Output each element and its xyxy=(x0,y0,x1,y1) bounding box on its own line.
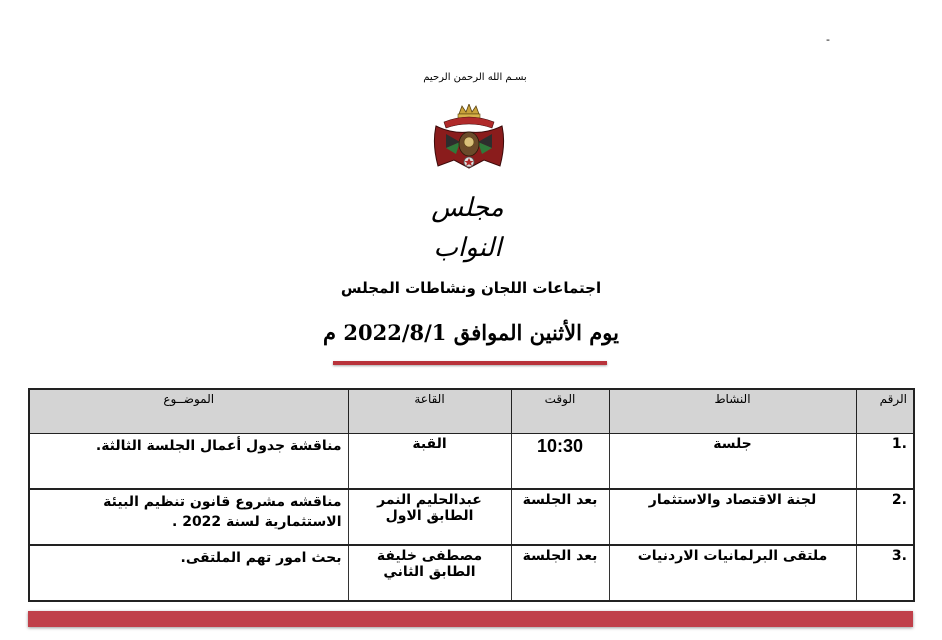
table-row xyxy=(29,545,914,601)
row-topic: مناقشة جدول أعمال الجلسة الثالثة. xyxy=(29,434,348,490)
row-number: .1 xyxy=(856,434,914,490)
header-number: الرقم xyxy=(856,389,914,434)
row-hall xyxy=(348,545,511,601)
header-topic: الموضــوع xyxy=(29,389,348,434)
row-topic: مناقشه مشروع قانون تنظيم البيئة الاستثمارية لسنة 2022 . xyxy=(29,489,348,545)
date-underline-rule xyxy=(333,361,607,365)
row-hall-floor: الطابق الاول xyxy=(385,508,474,524)
row-activity: ملتقى البرلمانيات الاردنيات xyxy=(609,545,856,601)
row-activity: لجنة الاقتصاد والاستثمار xyxy=(609,489,856,545)
parliament-logotype: مجلس النواب xyxy=(431,193,504,263)
row-number: .2 xyxy=(856,489,914,545)
table-row xyxy=(29,434,914,490)
date-line: يوم الأثنين الموافق 2022/8/1 م xyxy=(323,320,619,345)
table-header-row xyxy=(29,389,914,434)
footer-rule xyxy=(28,611,913,627)
header-hall: القاعة xyxy=(348,389,511,434)
row-hall xyxy=(348,434,511,490)
row-hall-name: عبدالحليم النمر xyxy=(377,492,482,508)
row-number: .3 xyxy=(856,545,914,601)
header-activity: النشاط xyxy=(609,389,856,434)
row-hall-floor: الطابق الثاني xyxy=(383,564,476,580)
row-topic: بحث امور تهم الملتقى. xyxy=(29,545,348,601)
row-hall xyxy=(348,489,511,545)
row-activity: جلسة xyxy=(609,434,856,490)
table-row xyxy=(29,489,914,545)
coat-of-arms-icon xyxy=(426,104,512,174)
page-title: اجتماعات اللجان ونشاطات المجلس xyxy=(340,279,602,297)
row-time: بعد الجلسة xyxy=(511,489,609,545)
row-hall-name: مصطفى خليفة xyxy=(376,548,483,564)
basmala: بسـم الله الرحمن الرحيم xyxy=(423,72,527,83)
row-time: بعد الجلسة xyxy=(511,545,609,601)
corner-dash: - xyxy=(826,33,830,46)
row-time: 10:30 xyxy=(511,434,609,490)
schedule-table xyxy=(28,388,915,602)
header-time: الوقت xyxy=(511,389,609,434)
row-hall-name: القبة xyxy=(412,436,447,452)
